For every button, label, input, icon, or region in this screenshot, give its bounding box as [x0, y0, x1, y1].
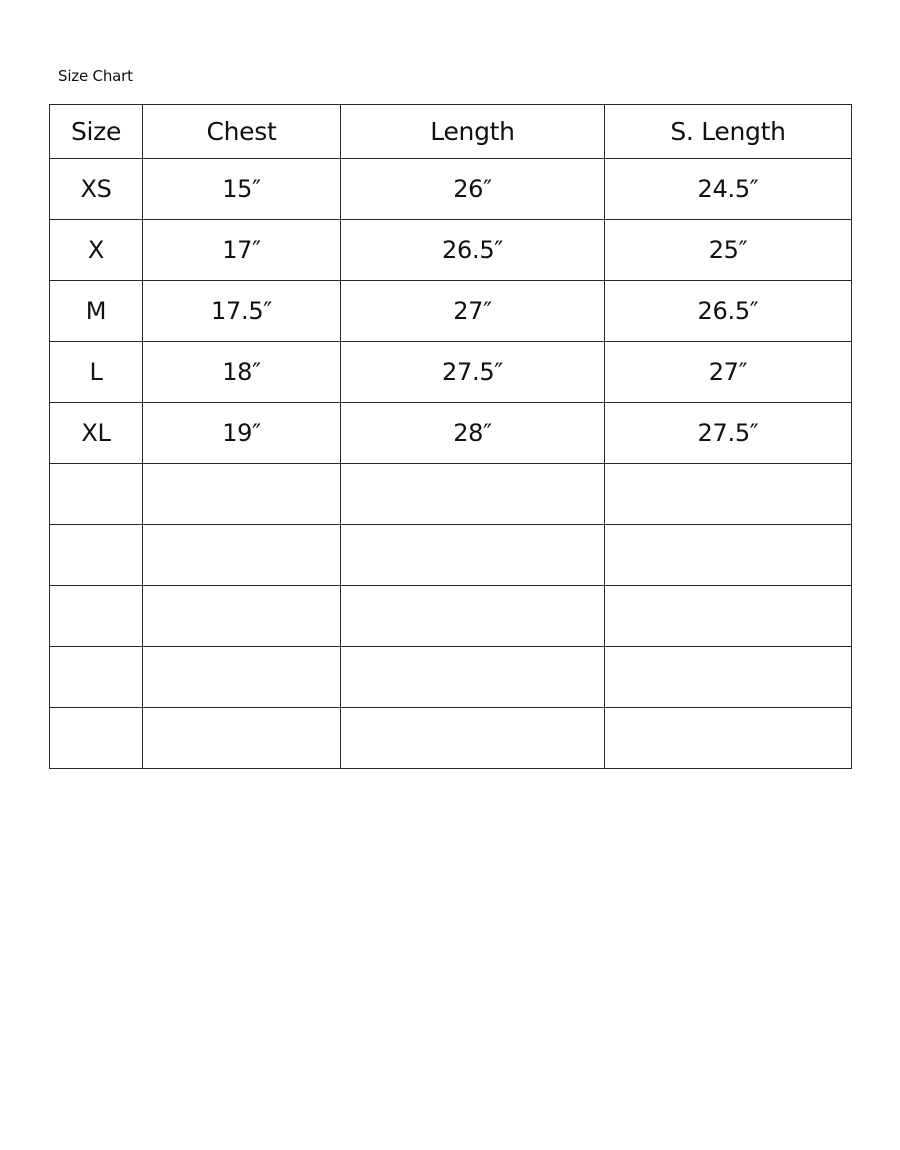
column-header-size: Size	[50, 105, 143, 159]
table-row	[50, 220, 852, 281]
length-cell	[341, 586, 605, 647]
table-row-empty	[50, 525, 852, 586]
length-cell	[341, 647, 605, 708]
table-row	[50, 281, 852, 342]
s-length-cell: 27″	[605, 342, 852, 403]
s-length-cell: 26.5″	[605, 281, 852, 342]
size-cell	[50, 525, 143, 586]
chest-cell	[143, 586, 341, 647]
s-length-cell	[605, 586, 852, 647]
chest-cell	[143, 647, 341, 708]
table-row-empty	[50, 586, 852, 647]
size-chart-table	[49, 104, 852, 769]
size-cell: X	[50, 220, 143, 281]
length-cell: 27.5″	[341, 342, 605, 403]
s-length-cell	[605, 525, 852, 586]
length-cell	[341, 525, 605, 586]
s-length-cell	[605, 464, 852, 525]
table-row	[50, 342, 852, 403]
chest-cell: 18″	[143, 342, 341, 403]
chest-cell: 19″	[143, 403, 341, 464]
length-cell	[341, 708, 605, 769]
size-cell: M	[50, 281, 143, 342]
chest-cell	[143, 464, 341, 525]
size-cell	[50, 464, 143, 525]
size-cell: XS	[50, 159, 143, 220]
s-length-cell: 27.5″	[605, 403, 852, 464]
size-cell: L	[50, 342, 143, 403]
chest-cell: 17″	[143, 220, 341, 281]
size-cell	[50, 647, 143, 708]
chest-cell: 15″	[143, 159, 341, 220]
s-length-cell: 25″	[605, 220, 852, 281]
length-cell	[341, 464, 605, 525]
length-cell: 27″	[341, 281, 605, 342]
table-row	[50, 159, 852, 220]
length-cell: 26.5″	[341, 220, 605, 281]
table-header-row	[50, 105, 852, 159]
s-length-cell	[605, 708, 852, 769]
size-cell	[50, 708, 143, 769]
size-cell	[50, 586, 143, 647]
table-row-empty	[50, 464, 852, 525]
chest-cell	[143, 525, 341, 586]
length-cell: 26″	[341, 159, 605, 220]
table-row	[50, 403, 852, 464]
column-header-s-length: S. Length	[605, 105, 852, 159]
column-header-chest: Chest	[143, 105, 341, 159]
length-cell: 28″	[341, 403, 605, 464]
s-length-cell	[605, 647, 852, 708]
table-row-empty	[50, 708, 852, 769]
table-row-empty	[50, 647, 852, 708]
s-length-cell: 24.5″	[605, 159, 852, 220]
column-header-length: Length	[341, 105, 605, 159]
size-cell: XL	[50, 403, 143, 464]
page-title: Size Chart	[58, 67, 133, 85]
chest-cell: 17.5″	[143, 281, 341, 342]
chest-cell	[143, 708, 341, 769]
